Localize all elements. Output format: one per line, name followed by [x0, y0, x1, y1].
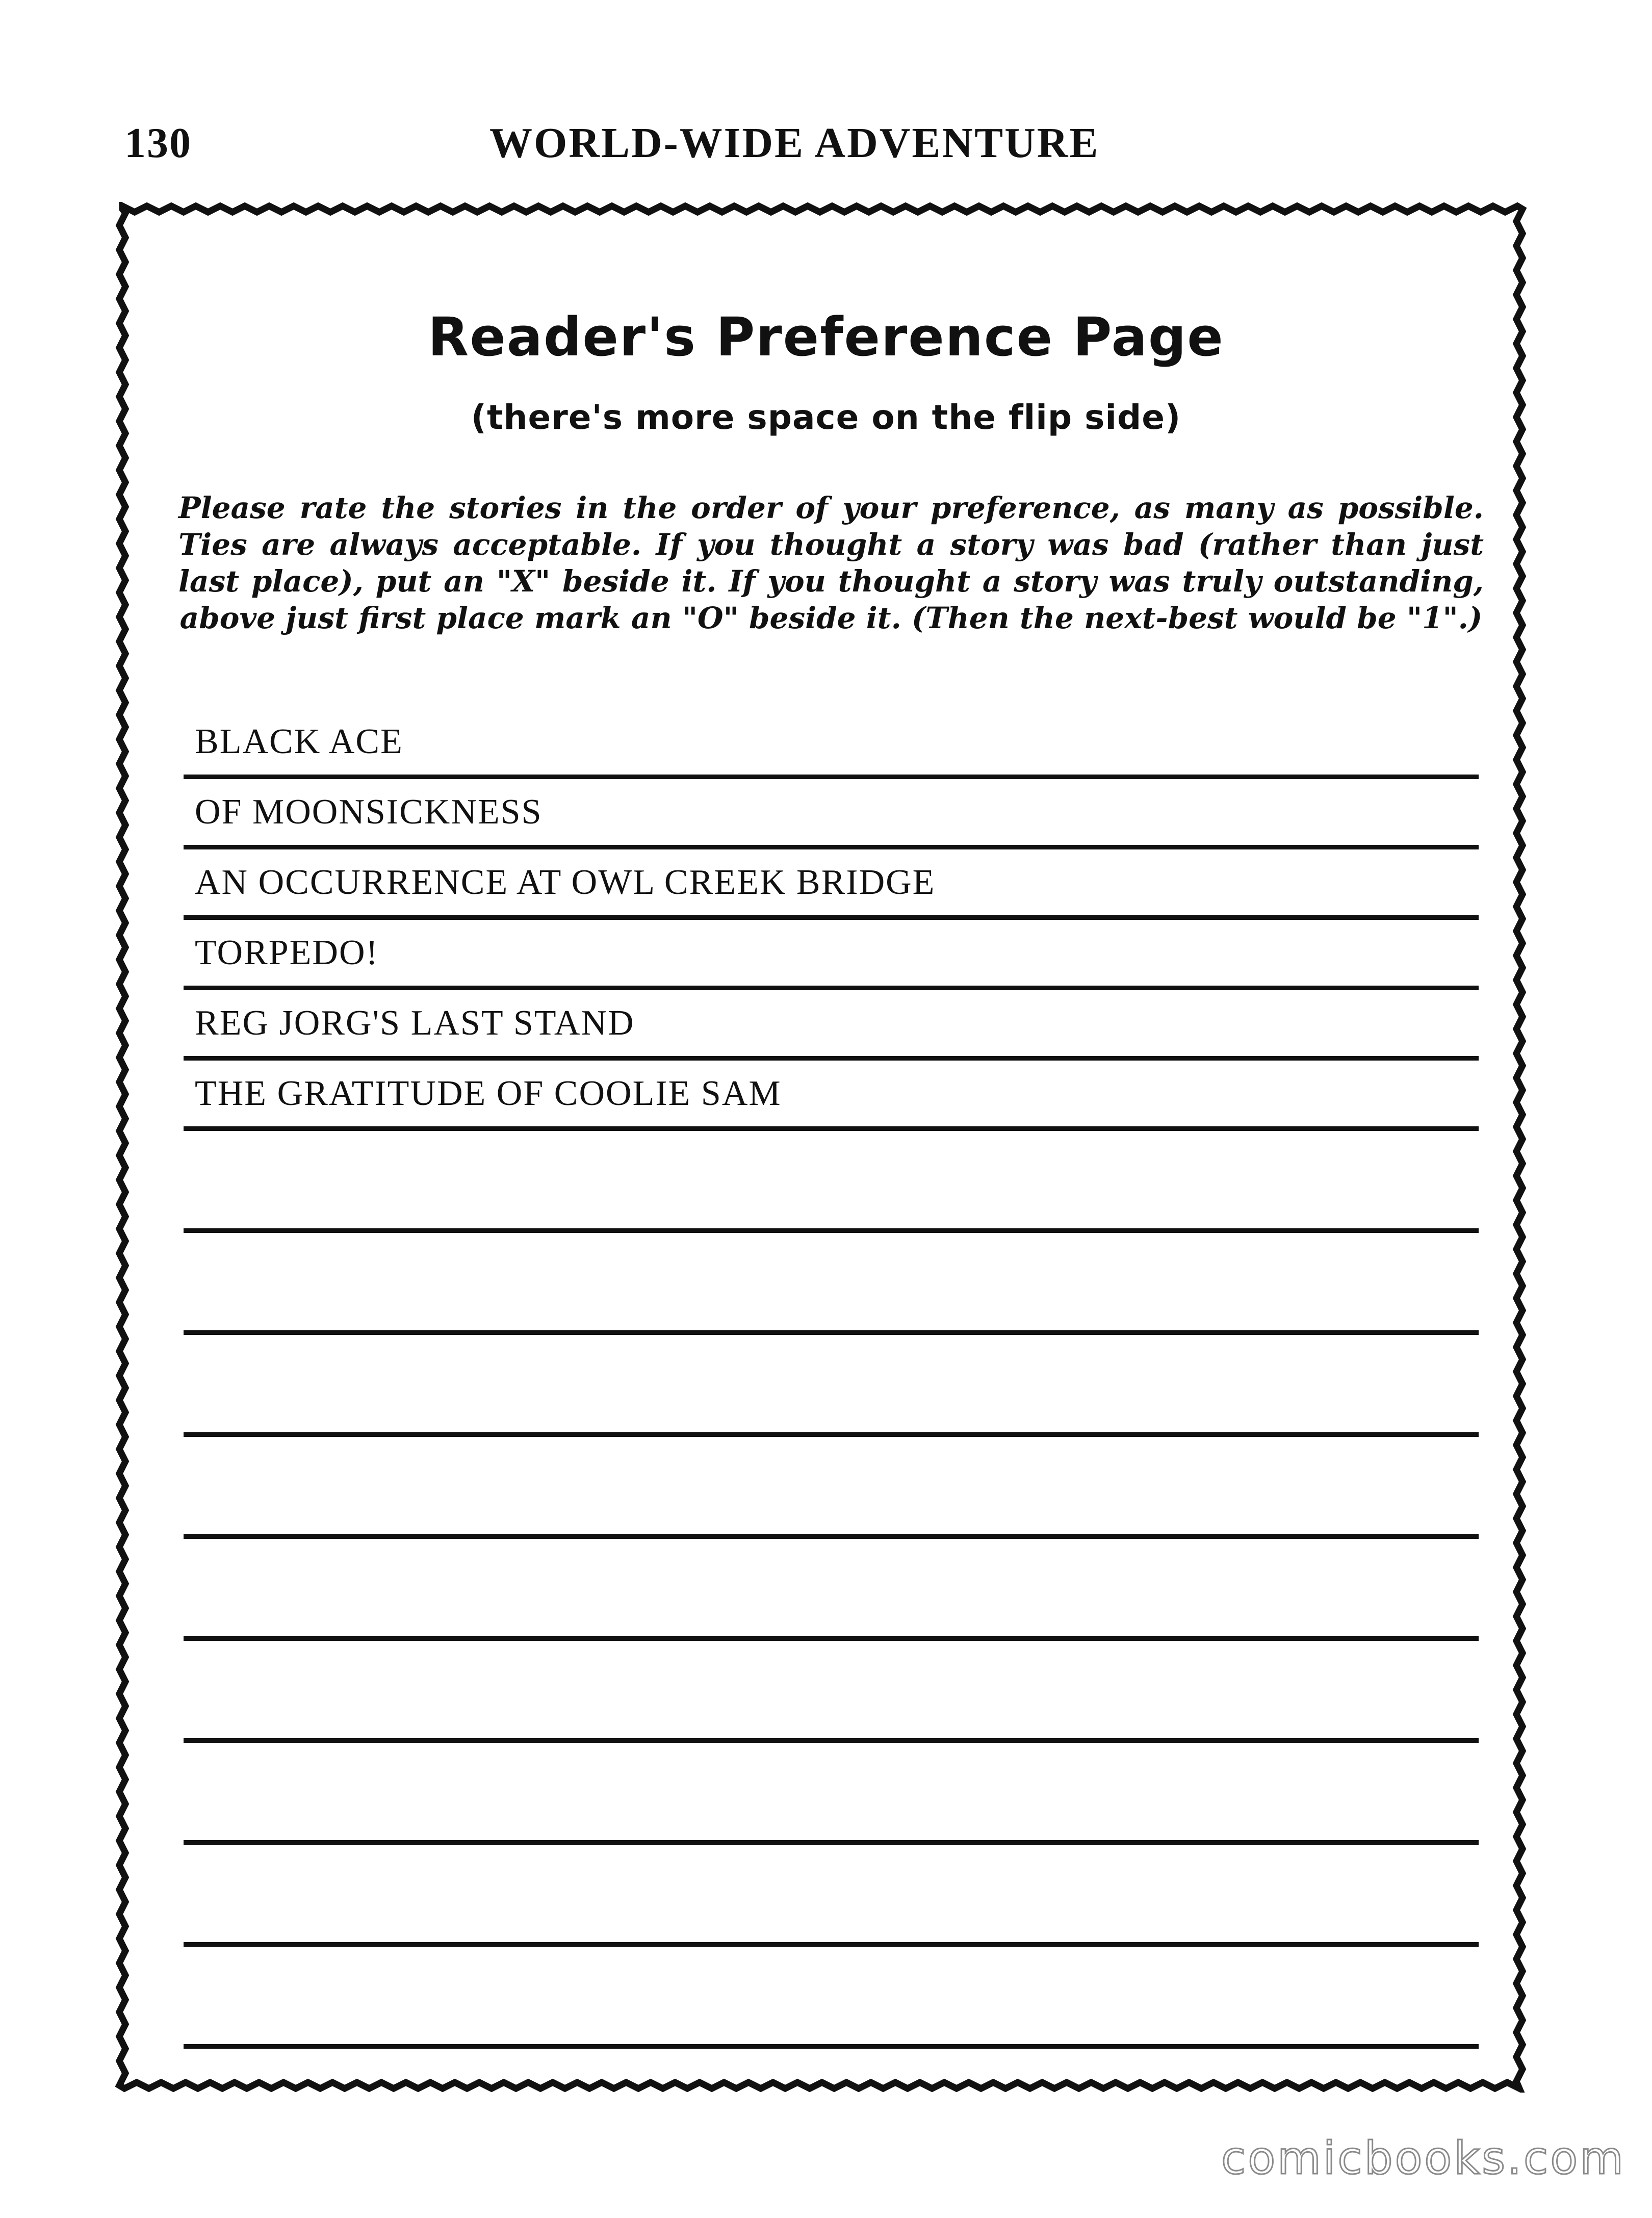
page-number: 130 [124, 119, 192, 167]
blank-rating-line[interactable] [184, 1641, 1479, 1743]
form-title: Reader's Preference Page [428, 306, 1224, 368]
blank-rating-line[interactable] [184, 1539, 1479, 1641]
story-title: AN OCCURRENCE AT OWL CREEK BRIDGE [195, 863, 936, 902]
rating-list [184, 709, 1479, 2049]
rating-row[interactable] [184, 920, 1479, 990]
story-title: BLACK ACE [195, 722, 403, 761]
instructions: Please rate the stories in the order of your preference, as many as possible. Ties are always acceptable. If you thought a story was bad (rather than just last place), put an "X" beside it. If you thought a story was truly outstanding, above just first place mark an "O" beside it. (Then the next-best would be "1".) [178, 491, 1484, 635]
blank-rating-line[interactable] [184, 1845, 1479, 1947]
form-subtitle: (there's more space on the flip side) [471, 398, 1181, 437]
story-title: OF MOONSICKNESS [195, 792, 543, 832]
watermark-logo: comicbooks.com [1221, 2132, 1625, 2184]
rating-row[interactable] [184, 849, 1479, 920]
rating-row[interactable] [184, 1061, 1479, 1131]
running-head: WORLD-WIDE ADVENTURE [489, 119, 1100, 167]
blank-rating-line[interactable] [184, 1233, 1479, 1335]
rating-row[interactable] [184, 709, 1479, 779]
blank-rating-line[interactable] [184, 1947, 1479, 2049]
story-title: TORPEDO! [195, 933, 379, 972]
blank-rating-line[interactable] [184, 1131, 1479, 1233]
blank-rating-line[interactable] [184, 1743, 1479, 1845]
rating-row[interactable] [184, 990, 1479, 1061]
rating-row[interactable] [184, 779, 1479, 849]
blank-rating-line[interactable] [184, 1335, 1479, 1437]
story-title: THE GRATITUDE OF COOLIE SAM [195, 1074, 782, 1113]
story-title: REG JORG'S LAST STAND [195, 1003, 635, 1043]
blank-rating-line[interactable] [184, 1437, 1479, 1539]
